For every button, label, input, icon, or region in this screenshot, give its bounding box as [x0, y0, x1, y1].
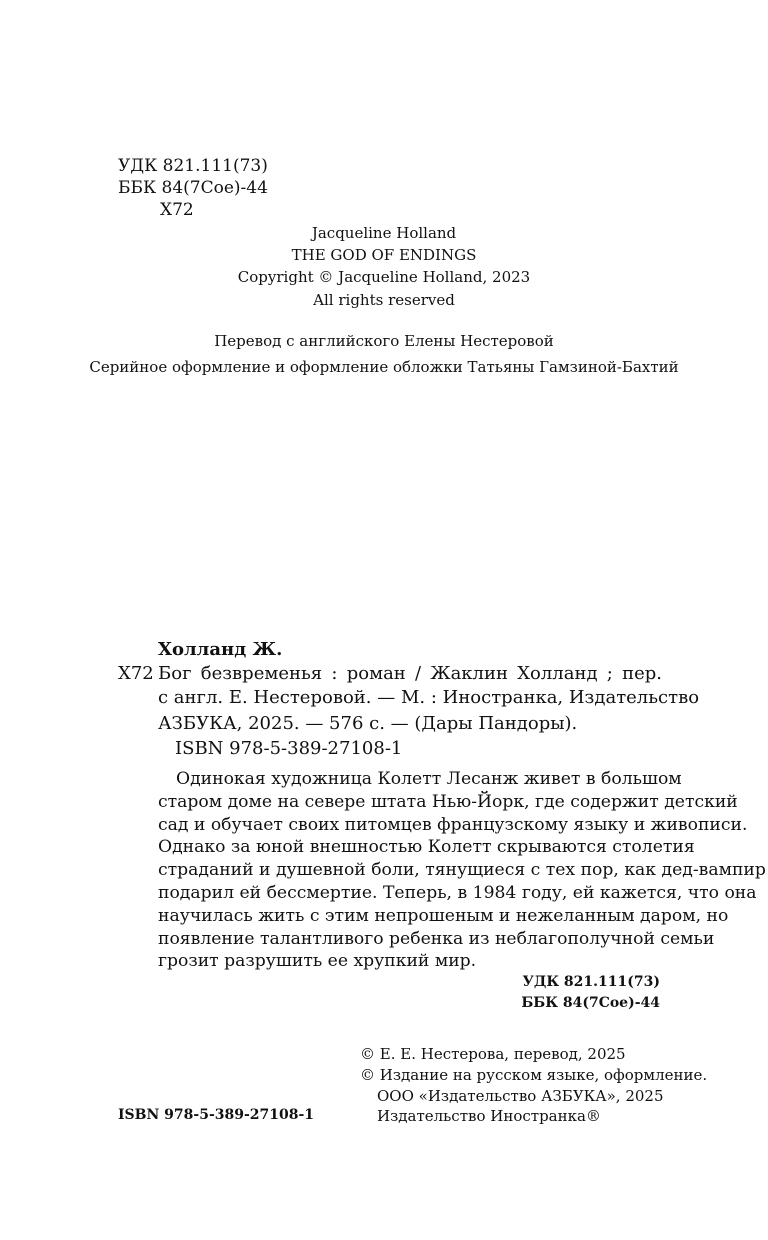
annotation-line: научилась жить с этим непрошеным и нежеланным даром, но — [158, 905, 729, 926]
author-mark-top: Х72 — [160, 200, 194, 220]
bib-description-line: Бог безвременья : роман / Жаклин Холланд ; пер. — [158, 663, 662, 684]
copyright-notice: Издательство Иностранка® — [377, 1107, 601, 1125]
translation-credit: Перевод с английского Елены Нестеровой — [214, 332, 554, 350]
annotation-line: грозит разрушить ее хрупкий мир. — [158, 951, 477, 972]
bib-author-heading: Холланд Ж. — [158, 639, 283, 660]
original-rights: All rights reserved — [313, 291, 455, 309]
annotation-line: сад и обучает своих питомцев французскому языку и живописи. — [158, 814, 748, 835]
bbk-code-bottom: ББК 84(7Сое)-44 — [521, 995, 660, 1011]
annotation-line: подарил ей бессмертие. Теперь, в 1984 году, ей кажется, что она — [158, 882, 757, 903]
udk-code-top: УДК 821.111(73) — [118, 156, 268, 176]
bib-isbn: ISBN 978-5-389-27108-1 — [175, 738, 403, 759]
original-author: Jacqueline Holland — [311, 224, 457, 242]
annotation — [158, 768, 766, 973]
bib-description-line: АЗБУКА, 2025. — 576 с. — (Дары Пандоры). — [158, 713, 578, 734]
bib-description-line: с англ. Е. Нестеровой. — М. : Иностранка, Издательство — [158, 687, 700, 708]
bbk-code-top: ББК 84(7Сое)-44 — [118, 178, 268, 198]
copyright-notice: © Издание на русском языке, оформление. — [360, 1066, 708, 1084]
original-title: THE GOD OF ENDINGS — [291, 246, 477, 264]
annotation-line: Одинокая художница Колетт Лесанж живет в большом — [176, 769, 682, 789]
copyright-notice: © Е. Е. Нестерова, перевод, 2025 — [360, 1045, 626, 1063]
bib-author-mark: Х72 — [118, 663, 154, 684]
isbn-bottom: ISBN 978-5-389-27108-1 — [118, 1107, 315, 1123]
design-credit: Серийное оформление и оформление обложки Татьяны Гамзиной-Бахтий — [89, 358, 679, 376]
annotation-line: появление талантливого ребенка из неблагополучной семьи — [158, 928, 715, 949]
udk-code-bottom: УДК 821.111(73) — [522, 974, 660, 990]
original-copyright: Copyright © Jacqueline Holland, 2023 — [237, 268, 531, 286]
annotation-line: Однако за юной внешностью Колетт скрываются столетия — [158, 837, 695, 858]
annotation-line: страданий и душевной боли, тянущиеся с тех пор, как дед-вампир — [158, 860, 766, 881]
copyright-notice: ООО «Издательство АЗБУКА», 2025 — [377, 1087, 664, 1105]
annotation-line: старом доме на севере штата Нью-Йорк, где содержит детский — [158, 791, 738, 812]
